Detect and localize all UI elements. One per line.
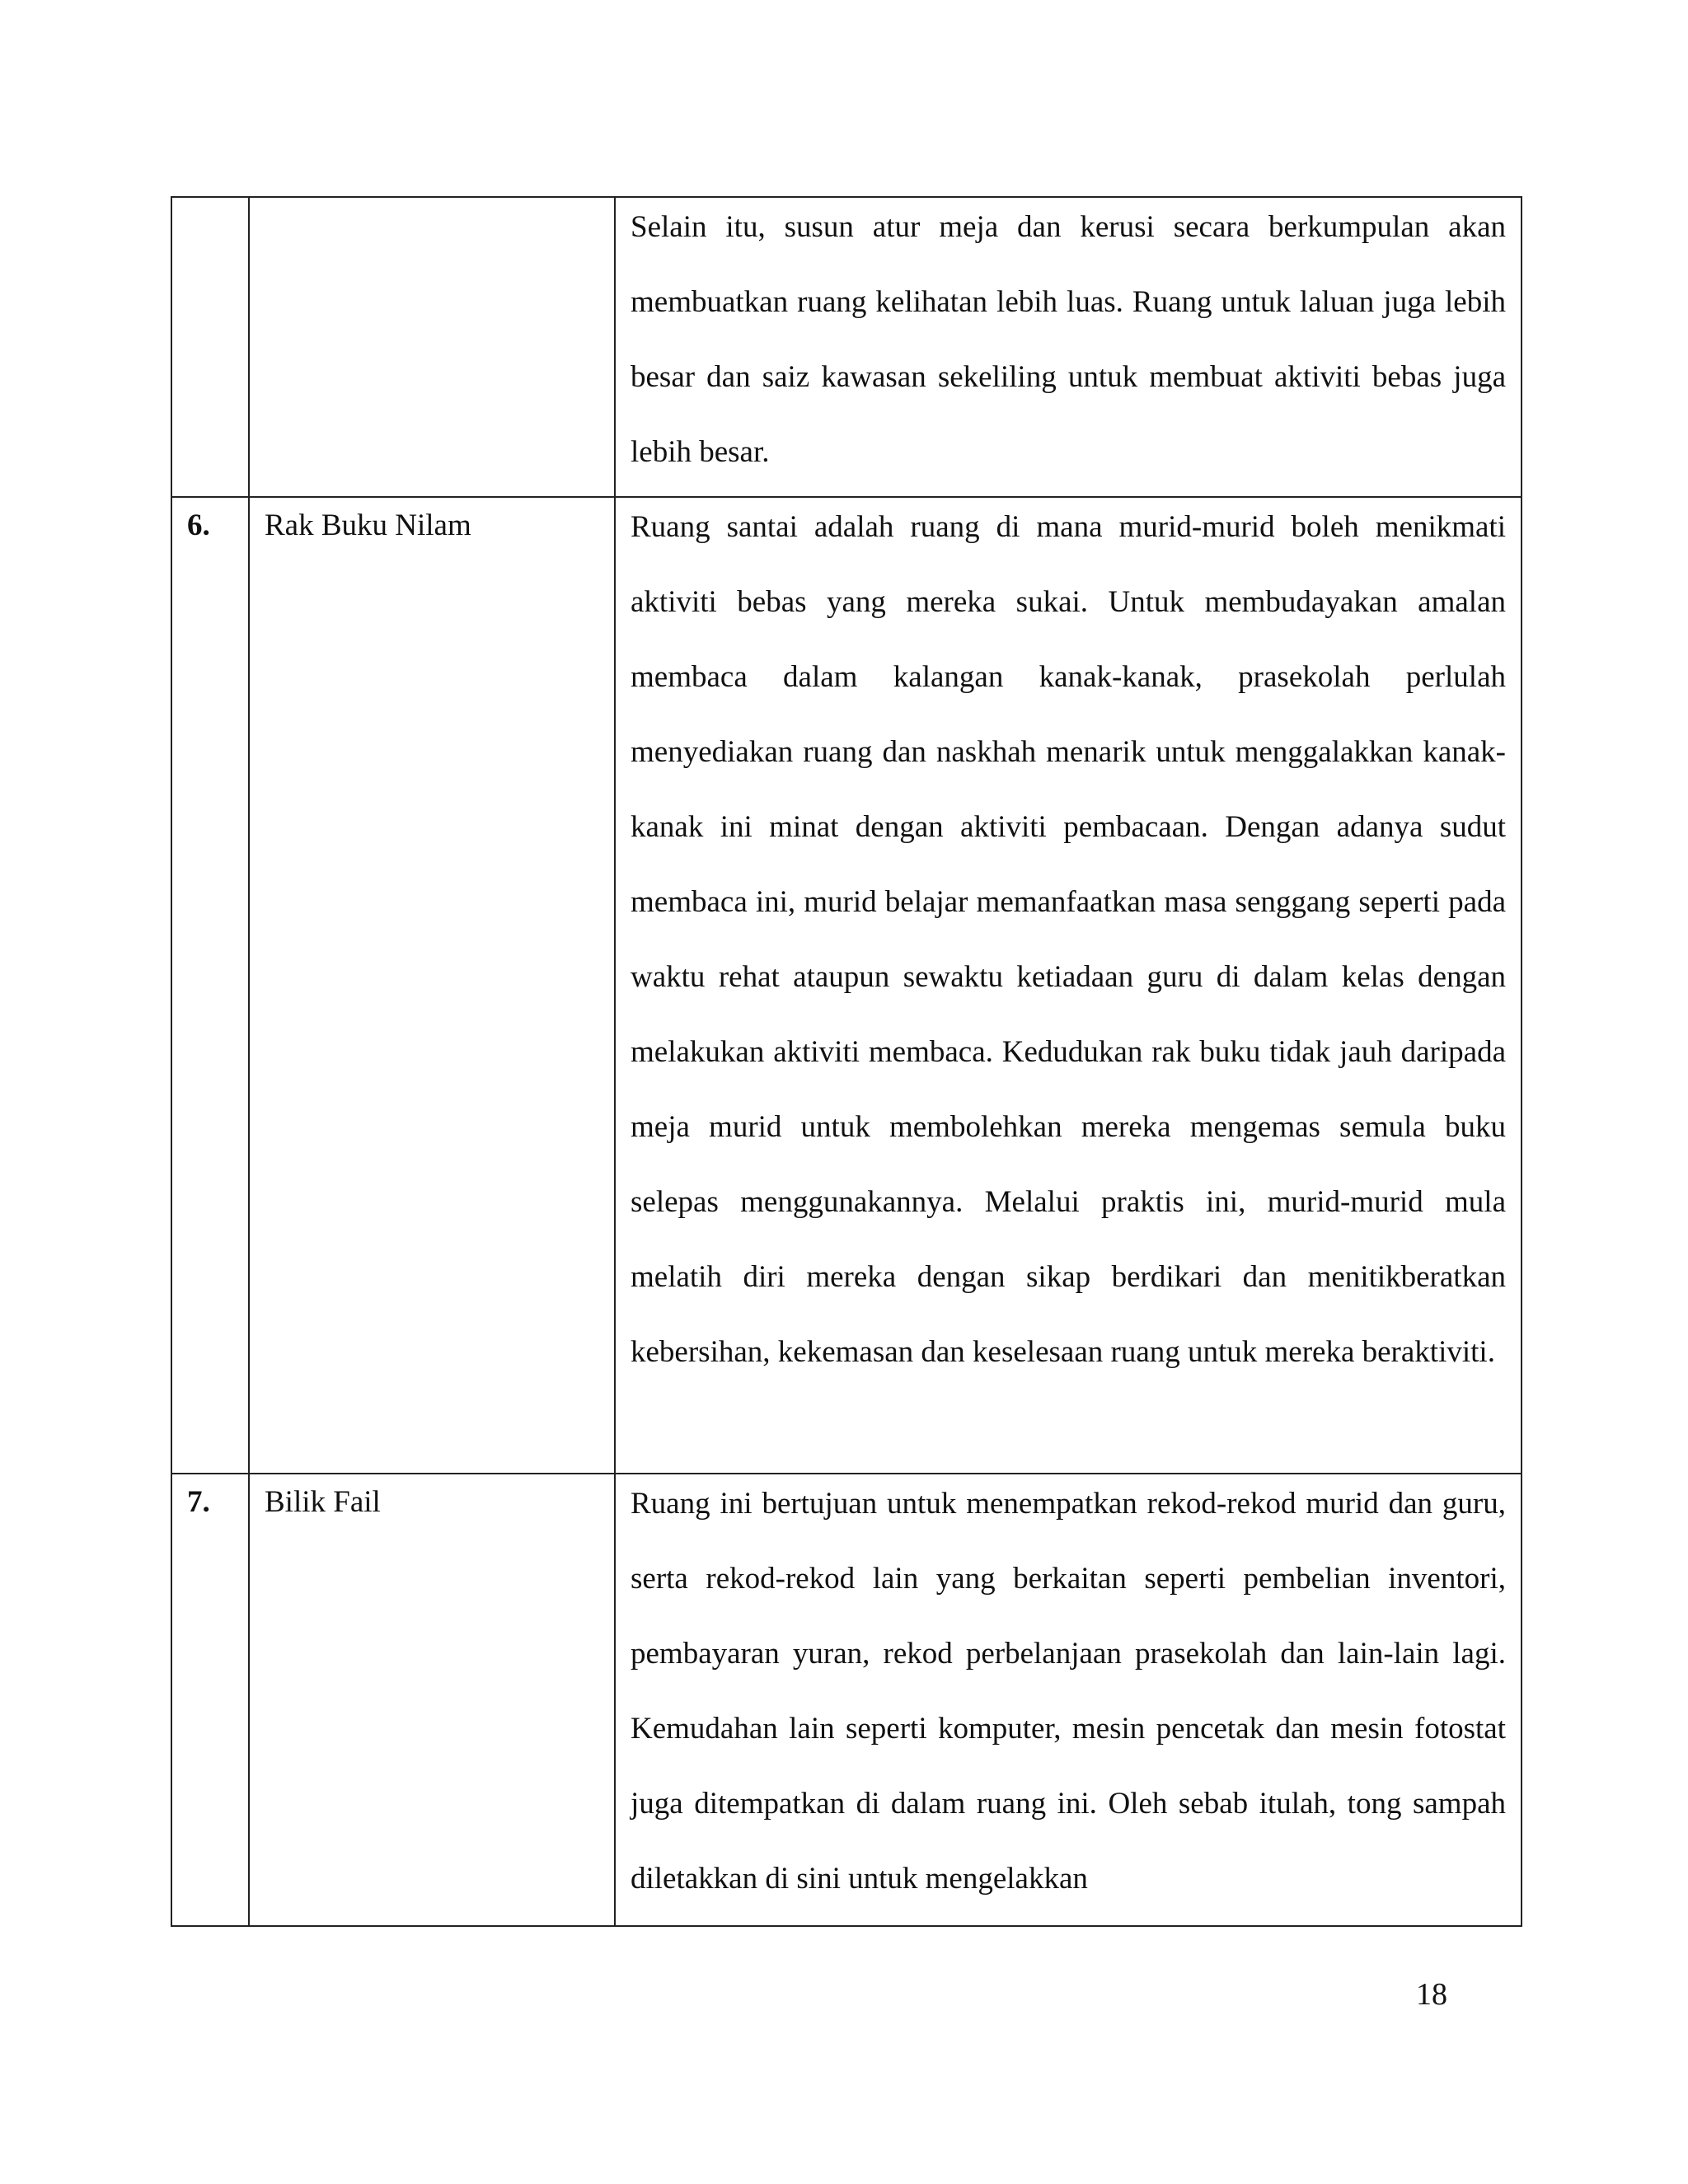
row-name: Bilik Fail [249,1474,615,1926]
row-description: Selain itu, susun atur meja dan kerusi secara berkumpulan akan membuatkan ruang kelihatan lebih luas. Ruang untuk laluan juga lebih besar dan saiz kawasan sekeliling untuk membuat aktiviti bebas juga lebih besar. [631,210,1506,469]
row-number: 6. [171,497,249,1474]
table-row [171,497,1522,1474]
row-name: Rak Buku Nilam [249,497,615,1474]
row-name [249,197,615,497]
content-table [171,196,1522,1927]
table-row [171,1474,1522,1926]
page-number: 18 [1416,1977,1447,2012]
row-description: Ruang ini bertujuan untuk menempatkan rekod-rekod murid dan guru, serta rekod-rekod lain yang berkaitan seperti pembelian inventori, pembayaran yuran, rekod perbelanjaan prasekolah dan lain-lain lagi. Kemudahan lain seperti komputer, mesin pencetak dan mesin fotostat juga ditempatkan di dalam ruang ini. Oleh sebab itulah, tong sampah diletakkan di sini untuk mengelakkan [631,1487,1506,1896]
row-description-cell [615,497,1522,1474]
row-number [171,197,249,497]
row-description-cell [615,197,1522,497]
row-description-cell [615,1474,1522,1926]
row-description: Ruang santai adalah ruang di mana murid-murid boleh menikmati aktiviti bebas yang mereka sukai. Untuk membudayakan amalan membaca dalam kalangan kanak-kanak, prasekolah perlulah menyediakan ruang dan naskhah menarik untuk menggalakkan kanak-kanak ini minat dengan aktiviti pembacaan. Dengan adanya sudut membaca ini, murid belajar memanfaatkan masa senggang seperti pada waktu rehat ataupun sewaktu ketiadaan guru di dalam kelas dengan melakukan aktiviti membaca. Kedudukan rak buku tidak jauh daripada meja murid untuk membolehkan mereka mengemas semula buku selepas menggunakannya. Melalui praktis ini, murid-murid mula melatih diri mereka dengan sikap berdikari dan menitikberatkan kebersihan, kekemasan dan keselesaan ruang untuk mereka beraktiviti. [631,510,1506,1369]
row-number: 7. [171,1474,249,1926]
table-row [171,197,1522,497]
